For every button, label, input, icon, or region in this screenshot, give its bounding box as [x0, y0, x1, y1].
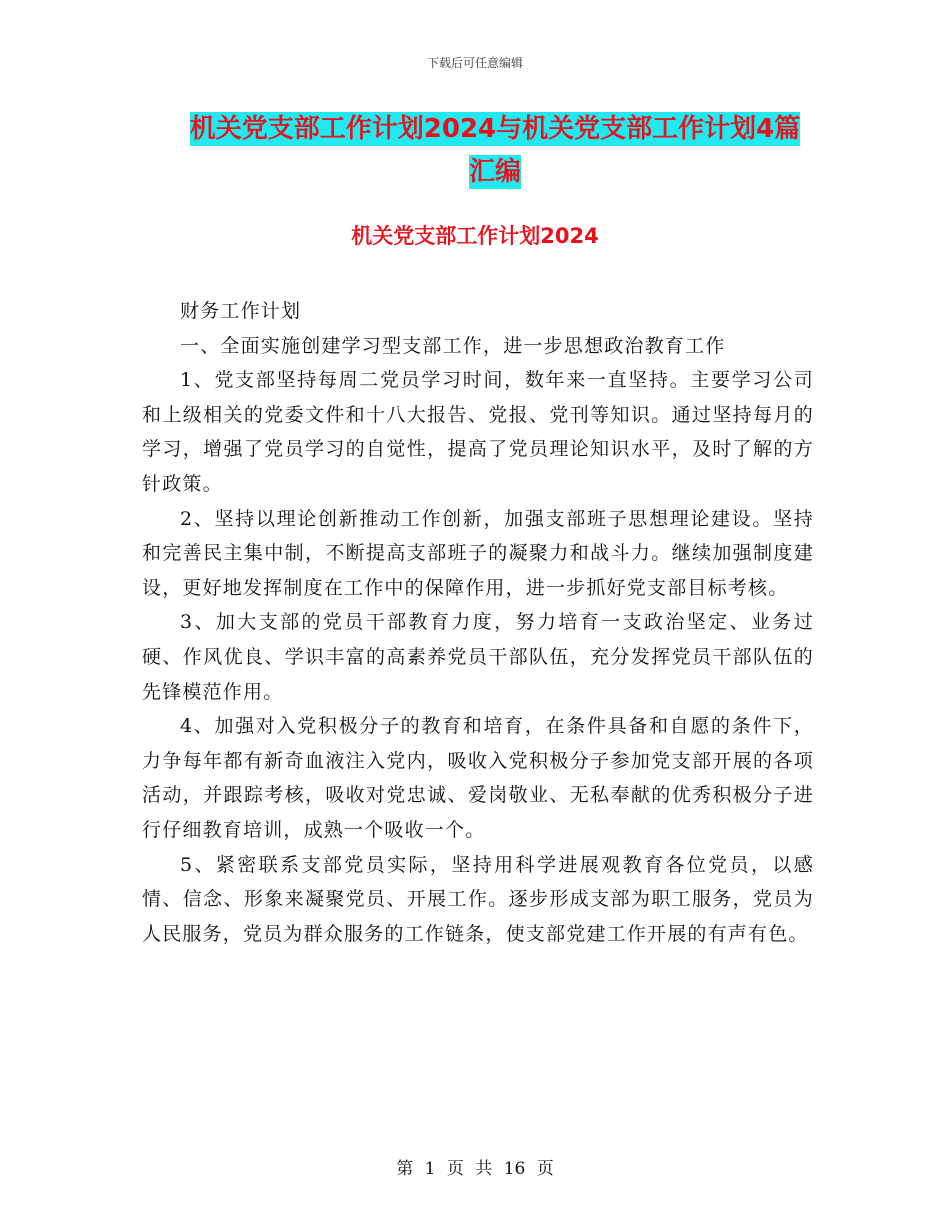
section-title: 机关党支部工作计划2024	[351, 224, 599, 248]
paragraph-item-5: 5、紧密联系支部党员实际，坚持用科学进展观教育各位党员，以感情、信念、形象来凝聚党员、开展工作。逐步形成支部为职工服务，党员为人民服务，党员为群众服务的工作链条，使支部党建工作开展的有声有色。	[142, 853, 814, 945]
paragraph-heading-1: 一、全面实施创建学习型支部工作，进一步思想政治教育工作	[180, 334, 726, 357]
paragraph-item-2: 2、坚持以理论创新推动工作创新，加强支部班子思想理论建设。坚持和完善民主集中制，不断提高支部班子的凝聚力和战斗力。继续加强制度建设，更好地发挥制度在工作中的保障作用，进一步抓好党支部目标考核。	[142, 507, 814, 599]
header-note: 下载后可任意编辑	[426, 56, 523, 70]
document-body	[142, 294, 814, 951]
paragraph-item-1: 1、党支部坚持每周二党员学习时间，数年来一直坚持。主要学习公司和上级相关的党委文件和十八大报告、党报、党刊等知识。通过坚持每月的学习，增强了党员学习的自觉性，提高了党员理论知识水平，及时了解的方针政策。	[142, 369, 814, 495]
paragraph-finance-plan: 财务工作计划	[180, 300, 302, 322]
document-title	[150, 108, 840, 194]
page-footer: 第 1 页 共 16 页	[396, 1159, 554, 1179]
document-title-line-1: 机关党支部工作计划2024与机关党支部工作计划4篇	[189, 114, 801, 144]
paragraph-item-4: 4、加强对入党积极分子的教育和培育，在条件具备和自愿的条件下，力争每年都有新奇血液注入党内，吸收入党积极分子参加党支部开展的各项活动，并跟踪考核，吸收对党忠诚、爱岗敬业、无私奉献的优秀积极分子进行仔细教育培训，成熟一个吸收一个。	[142, 715, 814, 841]
paragraph-item-3: 3、加大支部的党员干部教育力度，努力培育一支政治坚定、业务过硬、作风优良、学识丰富的高素养党员干部队伍，充分发挥党员干部队伍的先锋模范作用。	[142, 611, 814, 703]
document-title-line-2: 汇编	[468, 157, 521, 187]
